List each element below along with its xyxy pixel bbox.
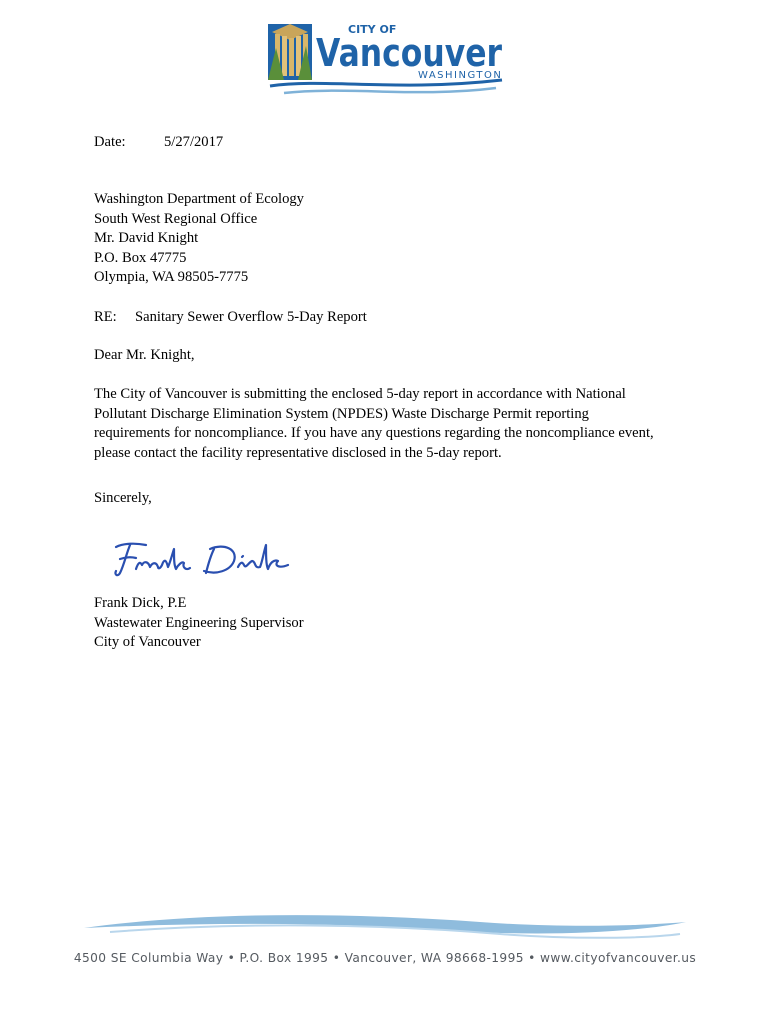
re-label: RE:	[94, 309, 117, 325]
date-value: 5/27/2017	[164, 134, 224, 150]
handwritten-signature	[110, 535, 295, 583]
body-line: The City of Vancouver is submitting the enclosed 5-day report in accordance with National	[94, 386, 626, 402]
signer-line: Frank Dick, P.E	[94, 595, 187, 611]
recipient-address	[94, 190, 304, 288]
recipient-line: P.O. Box 47775	[94, 249, 187, 266]
footer-wave-decoration	[80, 908, 690, 944]
signer-line: Wastewater Engineering Supervisor	[94, 614, 304, 631]
subject-row	[94, 308, 367, 328]
recipient-line: Washington Department of Ecology	[94, 191, 304, 207]
body-line: requirements for noncompliance. If you have any questions regarding the noncompliance event,	[94, 425, 654, 442]
signer-line: City of Vancouver	[94, 634, 201, 651]
body-line: Pollutant Discharge Elimination System (NPDES) Waste Discharge Permit reporting	[94, 405, 589, 422]
re-subject: Sanitary Sewer Overflow 5-Day Report	[135, 309, 367, 325]
date-row	[94, 133, 223, 153]
salutation: Dear Mr. Knight,	[94, 347, 195, 363]
body-paragraph	[94, 385, 654, 463]
logo-name-text: Vancouver	[316, 31, 503, 75]
recipient-line: South West Regional Office	[94, 210, 258, 227]
footer-address: 4500 SE Columbia Way • P.O. Box 1995 • Vancouver, WA 98668-1995 • www.cityofvancouver.us	[73, 951, 697, 965]
body-line: please contact the facility representative disclosed in the 5-day report.	[94, 444, 502, 461]
logo-state-text: WASHINGTON	[418, 70, 503, 81]
closing: Sincerely,	[94, 490, 152, 506]
date-label: Date:	[94, 134, 126, 150]
logo-city-of-text: CITY OF	[348, 23, 397, 36]
recipient-line: Olympia, WA 98505-7775	[94, 269, 249, 286]
recipient-line: Mr. David Knight	[94, 230, 199, 247]
city-of-vancouver-logo	[266, 18, 506, 98]
signer-block	[94, 594, 304, 653]
